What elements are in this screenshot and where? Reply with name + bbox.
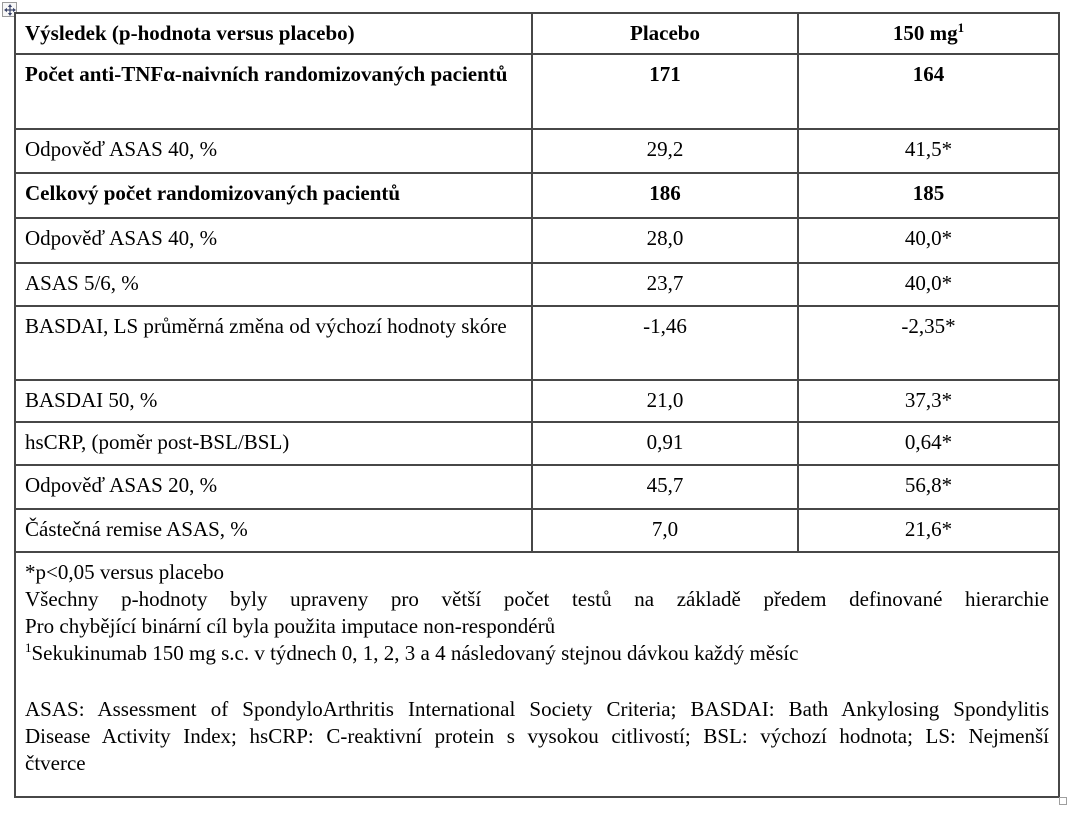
placebo-value-cell[interactable]: [532, 306, 798, 380]
results-table: [14, 12, 1060, 798]
placebo-value-cell[interactable]: [532, 422, 798, 465]
outcome-cell[interactable]: [15, 173, 532, 218]
footnotes-cell[interactable]: [15, 552, 1059, 797]
dose-value-cell[interactable]: [798, 263, 1059, 306]
footnote-significance: *p<0,05 versus placebo: [25, 560, 225, 584]
header-outcome-label: Výsledek (p-hodnota versus placebo): [25, 21, 355, 45]
table-row: [15, 173, 1059, 218]
outcome-cell[interactable]: [15, 509, 532, 552]
placebo-value: 7,0: [651, 517, 679, 541]
dose-value-cell[interactable]: [798, 465, 1059, 509]
outcome-cell[interactable]: [15, 263, 532, 306]
outcome-label: ASAS 5/6, %: [25, 271, 139, 295]
outcome-label: hsCRP, (poměr post-BSL/BSL): [25, 430, 290, 454]
header-dose-cell[interactable]: [798, 13, 1059, 54]
dose-value-cell[interactable]: [798, 306, 1059, 380]
placebo-value-cell[interactable]: [532, 263, 798, 306]
placebo-value-cell[interactable]: [532, 173, 798, 218]
dose-value: 185: [912, 181, 945, 205]
header-row: [15, 13, 1059, 54]
table-row: [15, 129, 1059, 173]
dose-value: 56,8*: [904, 473, 953, 497]
placebo-value-cell[interactable]: [532, 509, 798, 552]
placebo-value: 186: [649, 181, 681, 205]
outcome-cell[interactable]: [15, 465, 532, 509]
header-outcome-cell[interactable]: [15, 13, 532, 54]
table-row: [15, 509, 1059, 552]
placebo-value: 21,0: [646, 388, 684, 412]
table-row: [15, 54, 1059, 129]
dose-value-cell[interactable]: [798, 173, 1059, 218]
outcome-cell[interactable]: [15, 380, 532, 422]
placebo-value-cell[interactable]: [532, 465, 798, 509]
footnote-superscript: 1: [25, 640, 32, 655]
table-row: [15, 465, 1059, 509]
dose-value: 0,64*: [904, 430, 953, 454]
outcome-cell[interactable]: [15, 422, 532, 465]
outcome-cell[interactable]: [15, 129, 532, 173]
table-row: [15, 422, 1059, 465]
dose-value: -2,35*: [901, 314, 956, 338]
dose-value-cell[interactable]: [798, 218, 1059, 263]
dose-value: 164: [912, 62, 945, 86]
table-resize-handle[interactable]: [1059, 797, 1067, 805]
footnote-dosing: [25, 640, 1049, 667]
header-placebo-cell[interactable]: [532, 13, 798, 54]
placebo-value: 171: [649, 62, 681, 86]
footnote-pvalues: Všechny p-hodnoty byly upraveny pro větší počet testů na základě předem definované hierarchie: [25, 587, 1049, 611]
outcome-cell[interactable]: [15, 306, 532, 380]
table-row: [15, 306, 1059, 380]
dose-value: 40,0*: [904, 226, 953, 250]
placebo-value: 45,7: [646, 473, 684, 497]
footnote-imputation: Pro chybějící binární cíl byla použita imputace non-respondérů: [25, 614, 556, 638]
placebo-value: 0,91: [646, 430, 684, 454]
table-row: [15, 380, 1059, 422]
header-placebo-label: Placebo: [630, 21, 700, 45]
dose-value-cell[interactable]: [798, 54, 1059, 129]
blank-line: [25, 667, 1049, 696]
outcome-label: Částečná remise ASAS, %: [25, 517, 248, 541]
footnote-abbreviations: ASAS: Assessment of SpondyloArthritis International Society Criteria; BASDAI: Bath Ankylosing Spondylitis Disease Activity Index; hsCRP: C-reaktivní protein s vysokou citlivostí; BSL: výchozí hodnota; LS: Nejmenší čtverce: [25, 696, 1049, 775]
outcome-cell[interactable]: [15, 54, 532, 129]
header-dose-label: 150 mg: [892, 21, 958, 45]
dose-value-cell[interactable]: [798, 129, 1059, 173]
placebo-value: 23,7: [646, 271, 684, 295]
outcome-label: Odpověď ASAS 20, %: [25, 473, 218, 497]
dose-superscript: 1: [957, 20, 965, 35]
outcome-label: BASDAI, LS průměrná změna od výchozí hodnoty skóre: [25, 314, 507, 338]
footnote-dosing-text: Sekukinumab 150 mg s.c. v týdnech 0, 1, 2, 3 a 4 následovaný stejnou dávkou každý měsíc: [31, 641, 799, 665]
placebo-value-cell[interactable]: [532, 129, 798, 173]
outcome-cell[interactable]: [15, 218, 532, 263]
dose-value-cell[interactable]: [798, 422, 1059, 465]
outcome-label: BASDAI 50, %: [25, 388, 158, 412]
dose-value-cell[interactable]: [798, 380, 1059, 422]
outcome-label: Počet anti-TNFα-naivních randomizovaných pacientů: [25, 62, 508, 86]
placebo-value: 28,0: [646, 226, 684, 250]
placebo-value-cell[interactable]: [532, 54, 798, 129]
dose-value: 37,3*: [904, 388, 953, 412]
footnotes-row: [15, 552, 1059, 797]
dose-value: 41,5*: [904, 137, 953, 161]
placebo-value-cell[interactable]: [532, 218, 798, 263]
dose-value-cell[interactable]: [798, 509, 1059, 552]
placebo-value: -1,46: [643, 314, 687, 338]
dose-value: 21,6*: [904, 517, 953, 541]
outcome-label: Celkový počet randomizovaných pacientů: [25, 181, 401, 205]
placebo-value-cell[interactable]: [532, 380, 798, 422]
outcome-label: Odpověď ASAS 40, %: [25, 137, 218, 161]
dose-value: 40,0*: [904, 271, 953, 295]
placebo-value: 29,2: [646, 137, 684, 161]
table-row: [15, 263, 1059, 306]
outcome-label: Odpověď ASAS 40, %: [25, 226, 218, 250]
table-row: [15, 218, 1059, 263]
